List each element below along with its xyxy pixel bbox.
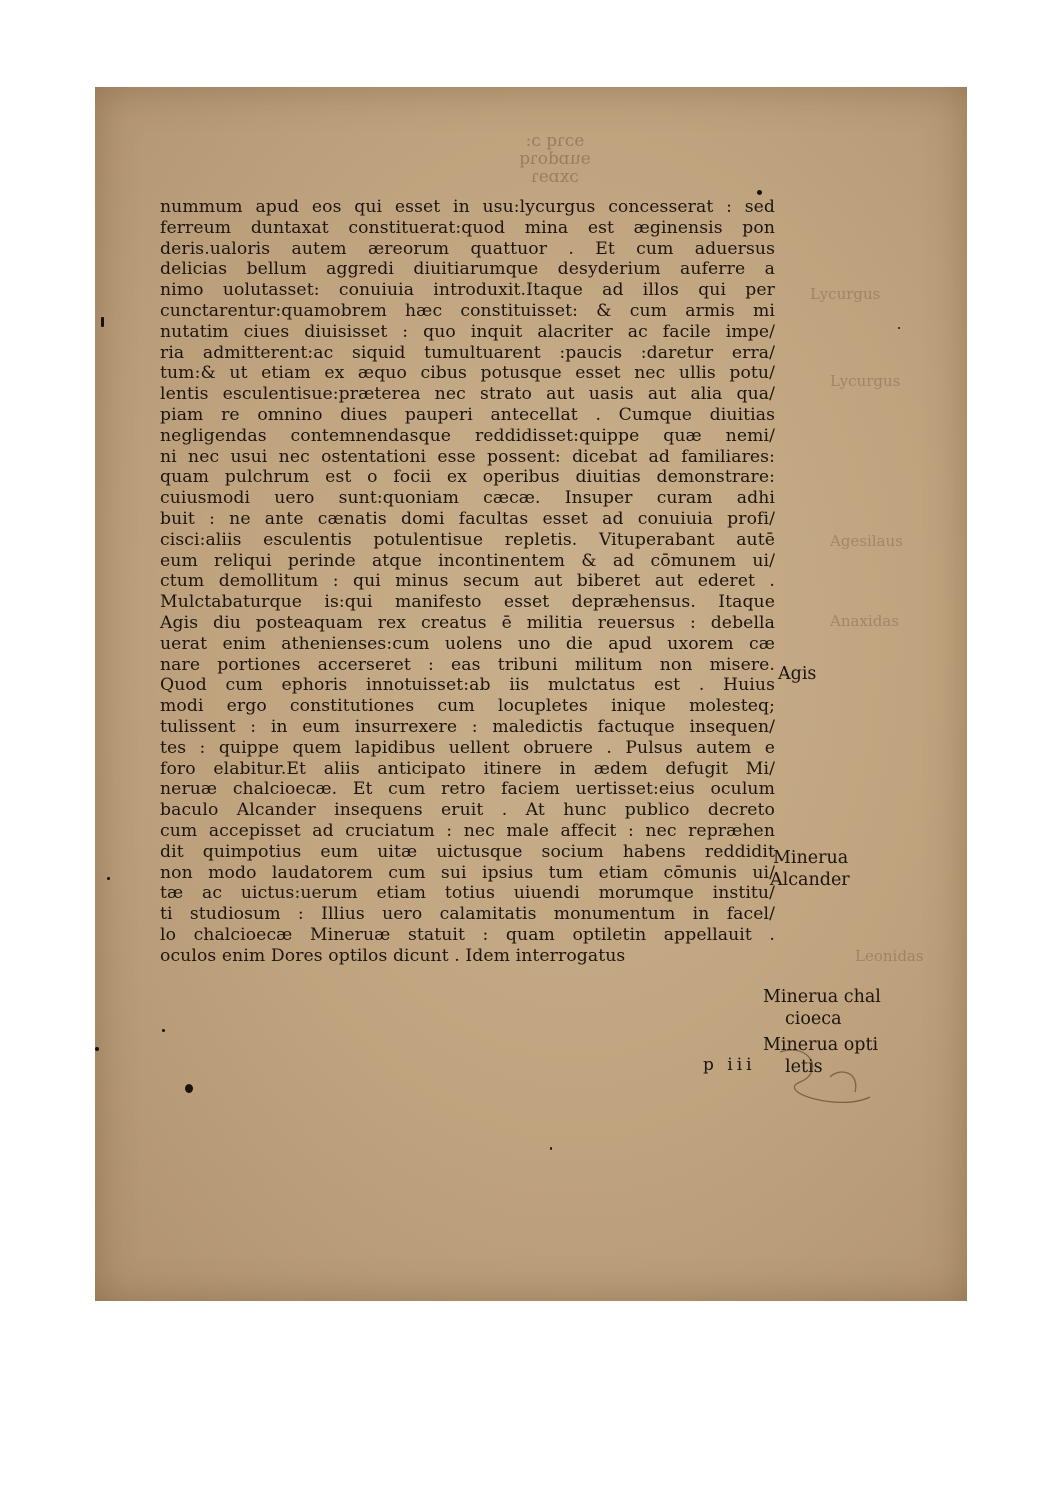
text-line: cunctarentur:quamobrem hæc constituisset: & cum armis mi (160, 300, 775, 321)
text-line: Mulctabaturque is:qui manifesto esset depræhensus. Itaque (160, 592, 775, 613)
text-line: tæ ac uictus:uerum etiam totius uiuendi morumque institu/ (160, 883, 775, 904)
ink-dot (107, 877, 110, 880)
text-line: nare portiones accerseret : eas tribuni militum non misere. (160, 654, 775, 675)
text-line: cum accepisset ad cruciatum : nec male affecit : nec repræhen (160, 820, 775, 841)
text-line: nummum apud eos qui esset in usu:lycurgus concesserat : sed (160, 197, 775, 217)
signature-mark: p iii (703, 1055, 756, 1075)
ink-flourish (770, 1042, 890, 1122)
text-line: neruæ chalcioecæ. Et cum retro faciem uertisset:eius oculum (160, 779, 775, 800)
show-through-line: ɘuɒdoɿq (519, 149, 591, 169)
text-line: lo chalcioecæ Mineruæ statuit : quam optiletin appellauit . (160, 924, 775, 945)
text-line: quam pulchrum est o focii ex operibus diuitias demonstrare: (160, 467, 775, 488)
margin-note-minerua: Minerua (773, 848, 849, 868)
ink-dot (101, 317, 104, 327)
text-line: piam re omnino diues pauperi antecellat . Cumque diuitias (160, 404, 775, 425)
text-line: foro elabitur.Et aliis anticipato itinere in ædem defugit Mi/ (160, 758, 775, 779)
ink-dot (550, 1147, 552, 1150)
text-line: Agis diu posteaquam rex creatus ē militia reuersus : debella (160, 612, 775, 633)
ghost-margin-note: Anaxidas (830, 612, 899, 630)
margin-note-cioeca: cioeca (785, 1009, 842, 1029)
show-through-line: ɔxɒɘɿ (531, 167, 579, 187)
margin-note-agis: Agis (778, 664, 817, 684)
text-line: nutatim ciues diuisisset : quo inquit alacriter ac facile impe/ (160, 321, 775, 342)
ink-dot (185, 1084, 193, 1093)
ghost-margin-note: Lycurgus (830, 372, 901, 390)
margin-note-alcander: Alcander (770, 870, 850, 890)
ink-dot (898, 327, 900, 329)
text-line: ferreum duntaxat constituerat:quod mina est æginensis pon (160, 217, 775, 238)
text-line: cisci:aliis esculentis potulentisue repletis. Vituperabant autē (160, 529, 775, 550)
ink-dot (757, 190, 762, 195)
show-through-line: ɘɔɿq ɔ: (525, 131, 585, 151)
text-line: cuiusmodi uero sunt:quoniam cæcæ. Insuper curam adhi (160, 488, 775, 509)
text-line: ni nec usui nec ostentationi esse possent: dicebat ad familiares: (160, 446, 775, 467)
text-line: lentis esculentisue:præterea nec strato aut uasis aut alia qua/ (160, 384, 775, 405)
ink-dot (162, 1029, 165, 1032)
text-line: baculo Alcander insequens eruit . At hunc publico decreto (160, 800, 775, 821)
text-line: tes : quippe quem lapidibus uellent obruere . Pulsus autem e (160, 737, 775, 758)
text-line: tum:& ut etiam ex æquo cibus potusque esset nec ullis potu/ (160, 363, 775, 384)
text-line: deris.ualoris autem æreorum quattuor . Et cum aduersus (160, 238, 775, 259)
margin-note-minerua-opti: Minerua opti (763, 1035, 879, 1055)
text-line: modi ergo constitutiones cum locupletes inique molesteq; (160, 696, 775, 717)
main-text-block (160, 197, 775, 966)
margin-note-minerua-chal: Minerua chal (763, 987, 881, 1007)
ink-dot (95, 1047, 99, 1051)
text-line: ria admitterent:ac siquid tumultuarent :paucis :daretur erra/ (160, 342, 775, 363)
ghost-margin-note: Leonidas (855, 947, 924, 965)
text-line: uerat enim athenienses:cum uolens uno die apud uxorem cæ (160, 633, 775, 654)
text-line: buit : ne ante cænatis domi facultas esset ad conuiuia profi/ (160, 508, 775, 529)
text-line: ctum demollitum : qui minus secum aut biberet aut ederet . (160, 571, 775, 592)
text-line: non modo laudatorem cum sui ipsius tum etiam cōmunis ui/ (160, 862, 775, 883)
ghost-margin-note: Agesilaus (830, 532, 903, 550)
ghost-margin-note: Lycurgus (810, 285, 881, 303)
text-line: ti studiosum : Illius uero calamitatis monumentum in facel/ (160, 904, 775, 925)
text-line: dit quimpotius eum uitæ uictusque socium habens reddidit (160, 841, 775, 862)
show-through-text (490, 132, 620, 186)
text-line: oculos enim Dores optilos dicunt . Idem interrogatus (160, 945, 626, 966)
scanned-page (95, 87, 967, 1301)
text-line: tulissent : in eum insurrexere : maledictis factuque insequen/ (160, 716, 775, 737)
margin-note-letis: letis (785, 1057, 823, 1077)
text-line: Quod cum ephoris innotuisset:ab iis mulctatus est . Huius (160, 675, 775, 696)
text-line: delicias bellum aggredi diuitiarumque desyderium auferre a (160, 259, 775, 280)
text-line: negligendas contemnendasque reddidisset:quippe quæ nemi/ (160, 425, 775, 446)
text-line: nimo uolutasset: conuiuia introduxit.Itaque ad illos qui per (160, 280, 775, 301)
text-line: eum reliqui perinde atque incontinentem & ad cōmunem ui/ (160, 550, 775, 571)
